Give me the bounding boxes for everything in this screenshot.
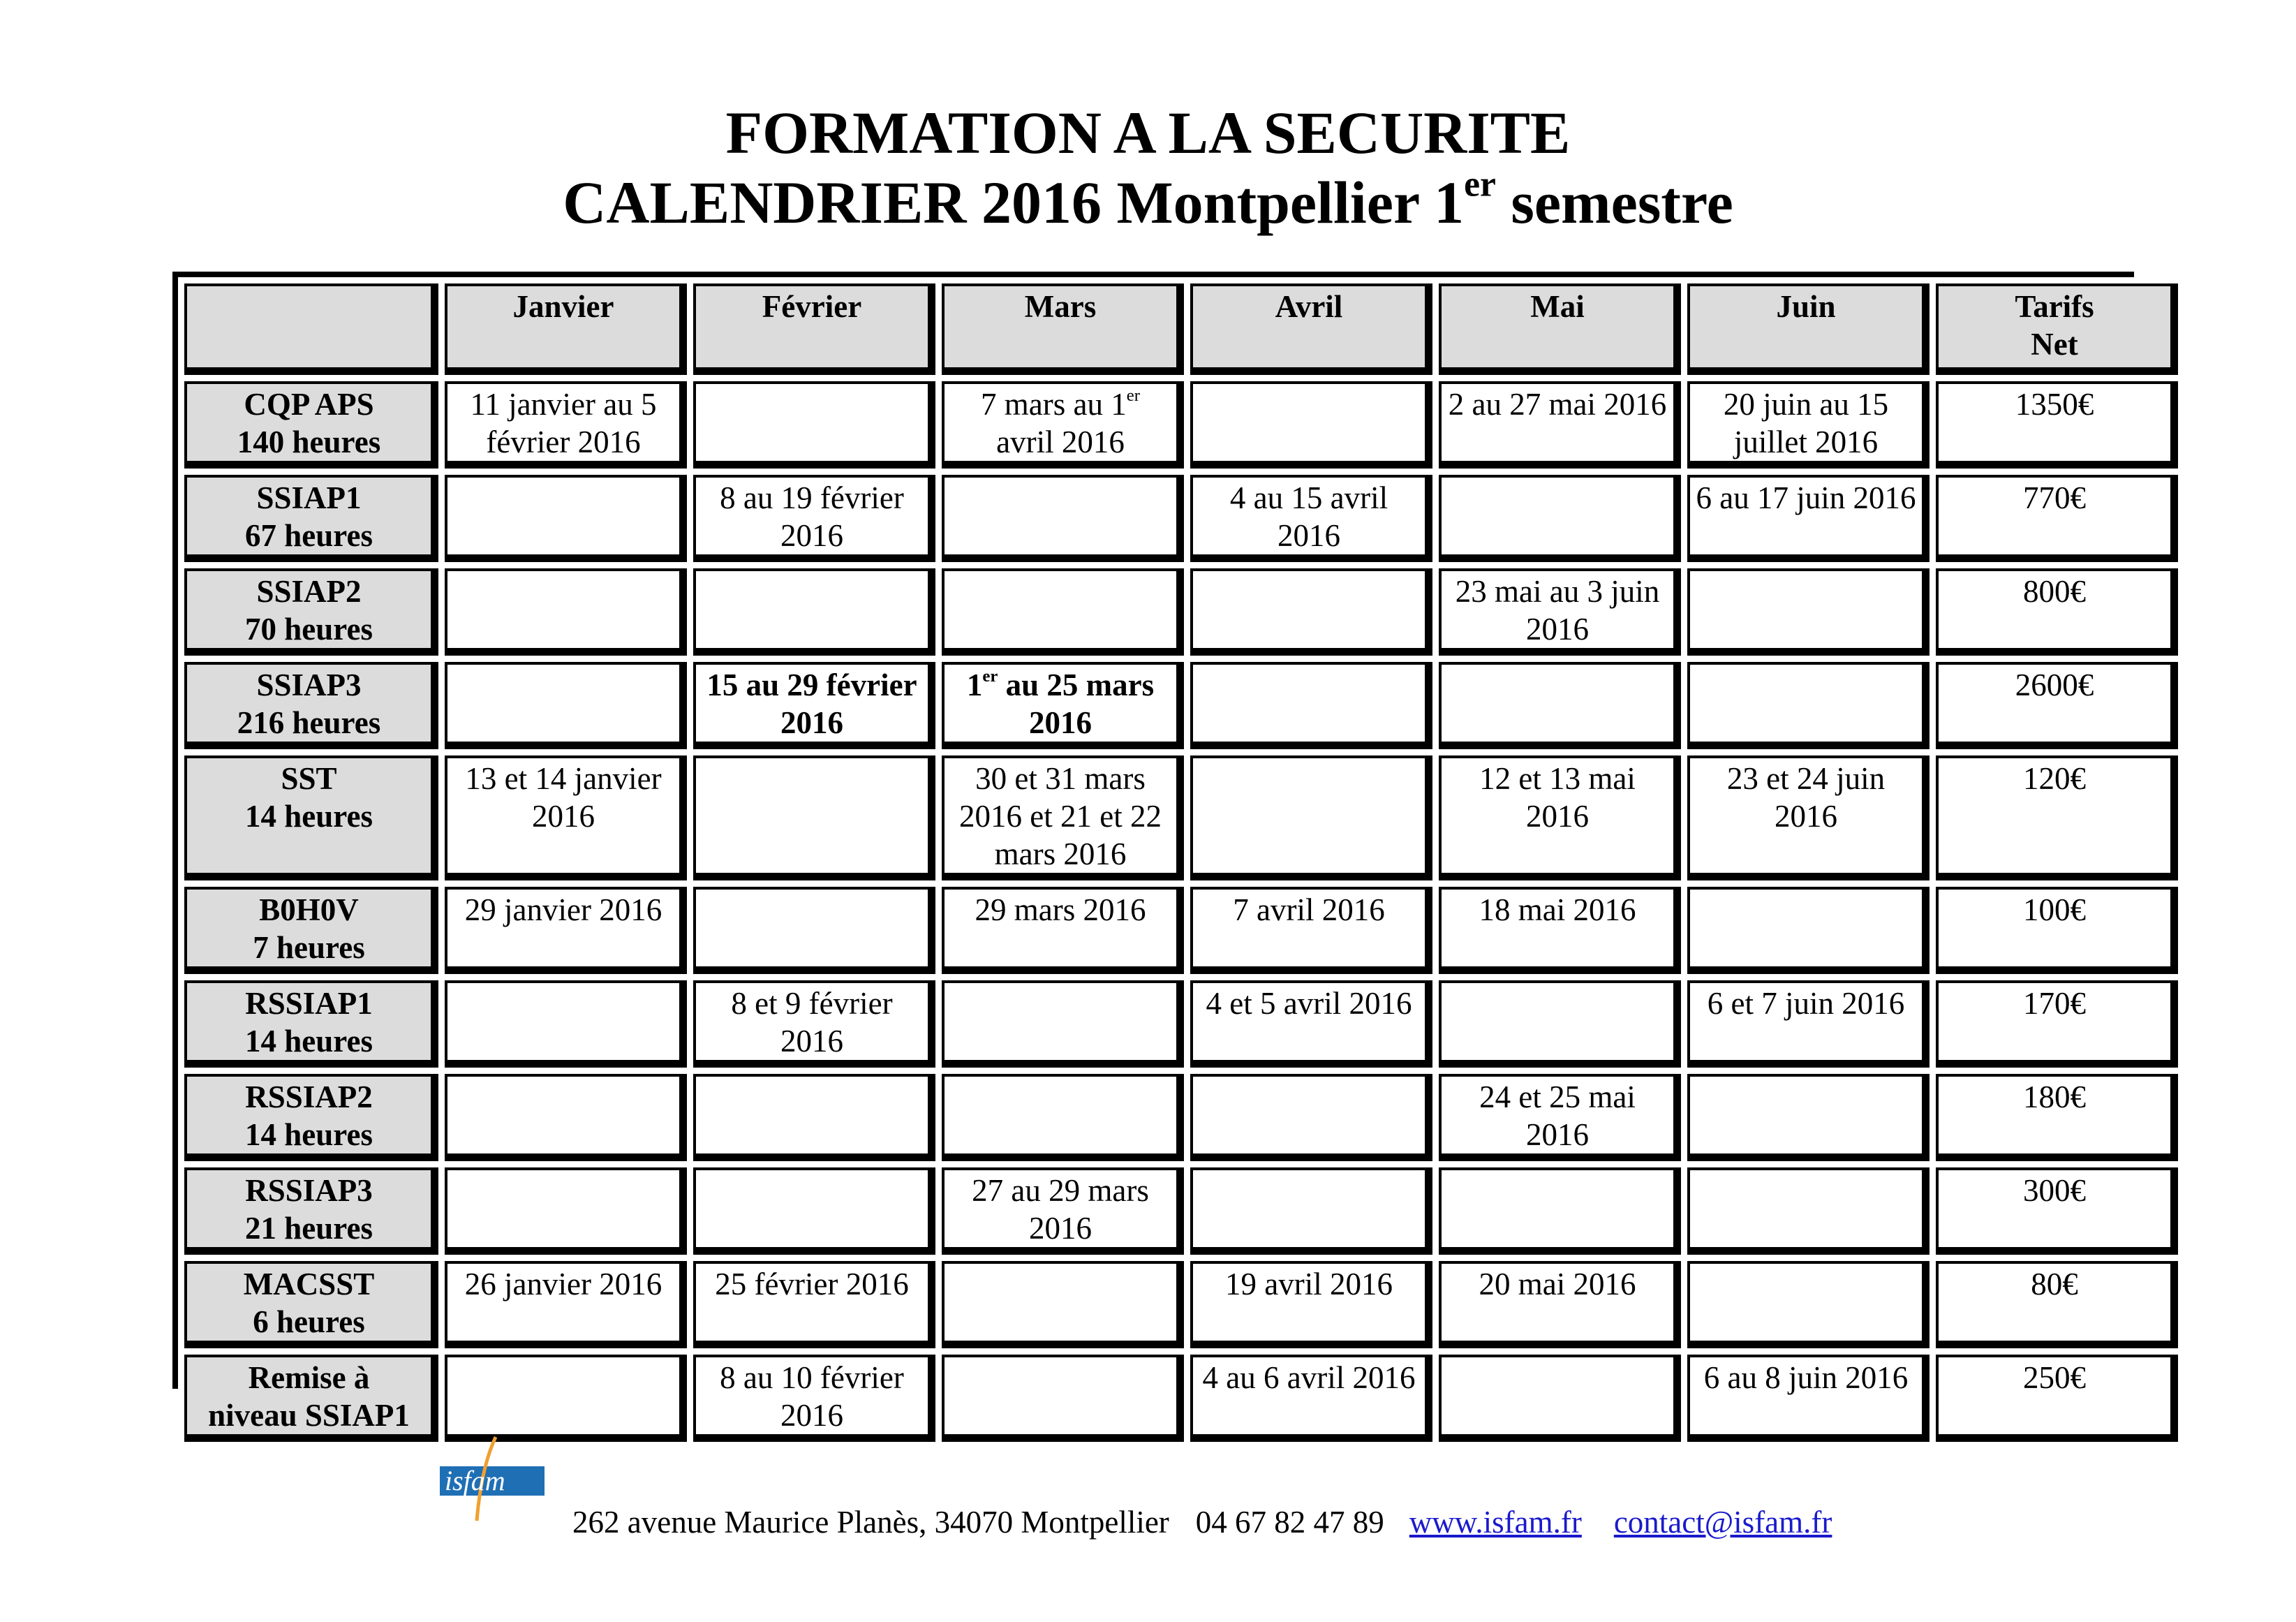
date-cell-fevrier	[693, 755, 935, 880]
date-cell-juin	[1687, 662, 1930, 749]
subtitle-tail: semestre	[1495, 169, 1733, 236]
date-cell-janvier: 11 janvier au 5 février 2016	[445, 381, 687, 469]
date-cell-mars: 29 mars 2016	[942, 887, 1184, 974]
date-cell-avril	[1190, 381, 1432, 469]
header-fevrier: Février	[693, 283, 935, 375]
header-row	[184, 283, 2178, 375]
price-cell: 100€	[1936, 887, 2178, 974]
date-cell-mai: 20 mai 2016	[1439, 1261, 1681, 1348]
row-header	[184, 475, 438, 562]
date-cell-fevrier	[693, 568, 935, 656]
price-cell: 120€	[1936, 755, 2178, 880]
course-name: RSSIAP3	[245, 1173, 373, 1208]
date-cell-juin: 6 et 7 juin 2016	[1687, 980, 1930, 1068]
course-name: Remise à	[248, 1360, 370, 1395]
date-cell-mars	[942, 1074, 1184, 1161]
date-cell-mai	[1439, 475, 1681, 562]
price-cell: 180€	[1936, 1074, 2178, 1161]
date-cell-mai: 23 mai au 3 juin 2016	[1439, 568, 1681, 656]
date-cell-mai: 2 au 27 mai 2016	[1439, 381, 1681, 469]
table-row	[184, 1261, 2178, 1348]
date-cell-janvier	[445, 1167, 687, 1255]
course-hours: 216 heures	[237, 705, 381, 740]
date-cell-janvier: 29 janvier 2016	[445, 887, 687, 974]
date-cell-janvier: 13 et 14 janvier 2016	[445, 755, 687, 880]
table-row	[184, 755, 2178, 880]
header-juin: Juin	[1687, 283, 1930, 375]
course-hours: 67 heures	[245, 518, 373, 553]
price-cell: 800€	[1936, 568, 2178, 656]
ordinal-superscript: er	[1126, 386, 1140, 406]
footer-address: 262 avenue Maurice Planès, 34070 Montpellier	[572, 1505, 1169, 1540]
date-cell-mars	[942, 475, 1184, 562]
row-header	[184, 755, 438, 880]
row-header	[184, 887, 438, 974]
logo-lettering: isfam	[445, 1465, 505, 1496]
date-cell-mars	[942, 568, 1184, 656]
header-tarifs-line1: Tarifs	[2015, 289, 2094, 324]
document-subtitle	[0, 164, 2296, 237]
course-hours: 21 heures	[245, 1211, 373, 1246]
header-mars: Mars	[942, 283, 1184, 375]
course-name: B0H0V	[259, 892, 359, 927]
schedule-table-frame	[172, 272, 2134, 1433]
date-cell-avril: 7 avril 2016	[1190, 887, 1432, 974]
date-cell-fevrier: 8 au 19 février 2016	[693, 475, 935, 562]
header-janvier: Janvier	[445, 283, 687, 375]
row-header	[184, 662, 438, 749]
course-hours: 6 heures	[253, 1304, 365, 1339]
date-cell-mai: 24 et 25 mai 2016	[1439, 1074, 1681, 1161]
date-cell-avril: 4 au 6 avril 2016	[1190, 1355, 1432, 1442]
row-header	[184, 1167, 438, 1255]
course-name: SSIAP3	[256, 668, 362, 702]
course-hours: 14 heures	[245, 799, 373, 834]
date-cell-janvier	[445, 568, 687, 656]
date-cell-mai	[1439, 1167, 1681, 1255]
footer	[572, 1498, 1832, 1547]
date-cell-avril	[1190, 662, 1432, 749]
date-cell-fevrier	[693, 381, 935, 469]
date-cell-janvier	[445, 475, 687, 562]
date-cell-juin	[1687, 568, 1930, 656]
row-header	[184, 381, 438, 469]
course-hours: 7 heures	[253, 930, 365, 965]
table-row	[184, 887, 2178, 974]
header-tarifs	[1936, 283, 2178, 375]
date-cell-juin	[1687, 1074, 1930, 1161]
date-cell-avril: 4 au 15 avril 2016	[1190, 475, 1432, 562]
document-title: FORMATION A LA SECURITE	[725, 99, 1571, 166]
date-cell-mars	[942, 1355, 1184, 1442]
date-cell-juin	[1687, 887, 1930, 974]
website-link[interactable]: www.isfam.fr	[1409, 1505, 1582, 1540]
date-cell-juin: 6 au 8 juin 2016	[1687, 1355, 1930, 1442]
date-cell-mars: 1er au 25 mars 2016	[942, 662, 1184, 749]
date-cell-fevrier	[693, 1167, 935, 1255]
date-cell-janvier: 26 janvier 2016	[445, 1261, 687, 1348]
table-row	[184, 980, 2178, 1068]
date-cell-mai	[1439, 980, 1681, 1068]
isfam-logo	[436, 1431, 548, 1522]
date-cell-fevrier: 8 et 9 février 2016	[693, 980, 935, 1068]
table-row	[184, 1355, 2178, 1442]
row-header	[184, 1261, 438, 1348]
price-cell: 770€	[1936, 475, 2178, 562]
date-cell-fevrier	[693, 1074, 935, 1161]
table-row	[184, 1167, 2178, 1255]
price-cell: 2600€	[1936, 662, 2178, 749]
date-cell-mars	[942, 980, 1184, 1068]
date-cell-fevrier: 25 février 2016	[693, 1261, 935, 1348]
table-row	[184, 1074, 2178, 1161]
price-cell: 300€	[1936, 1167, 2178, 1255]
header-corner	[184, 283, 438, 375]
subtitle-main: CALENDRIER 2016 Montpellier 1	[563, 169, 1465, 236]
date-cell-juin	[1687, 1261, 1930, 1348]
date-cell-avril	[1190, 1167, 1432, 1255]
table-row	[184, 381, 2178, 469]
date-cell-avril	[1190, 568, 1432, 656]
header-tarifs-line2: Net	[2031, 327, 2078, 362]
course-hours: 14 heures	[245, 1024, 373, 1059]
date-cell-fevrier	[693, 887, 935, 974]
date-cell-juin: 6 au 17 juin 2016	[1687, 475, 1930, 562]
course-name: RSSIAP1	[245, 986, 373, 1021]
date-cell-avril	[1190, 1074, 1432, 1161]
date-cell-mars: 30 et 31 mars 2016 et 21 et 22 mars 2016	[942, 755, 1184, 880]
course-name: SSIAP2	[256, 574, 362, 609]
email-link[interactable]: contact@isfam.fr	[1613, 1505, 1832, 1540]
course-hours: 14 heures	[245, 1117, 373, 1152]
ordinal-superscript: er	[982, 667, 998, 686]
table-row	[184, 475, 2178, 562]
price-cell: 80€	[1936, 1261, 2178, 1348]
date-cell-avril: 19 avril 2016	[1190, 1261, 1432, 1348]
table-row	[184, 662, 2178, 749]
course-name: MACSST	[243, 1267, 375, 1302]
date-cell-juin	[1687, 1167, 1930, 1255]
row-header	[184, 568, 438, 656]
course-name: SSIAP1	[256, 480, 362, 515]
course-hours: niveau SSIAP1	[208, 1398, 410, 1433]
price-cell: 1350€	[1936, 381, 2178, 469]
course-name: RSSIAP2	[245, 1079, 373, 1114]
row-header	[184, 980, 438, 1068]
course-name: CQP APS	[244, 387, 374, 422]
course-hours: 140 heures	[237, 425, 381, 459]
date-cell-avril	[1190, 755, 1432, 880]
date-cell-janvier	[445, 980, 687, 1068]
price-cell: 250€	[1936, 1355, 2178, 1442]
schedule-table	[178, 277, 2184, 1448]
date-cell-mars: 7 mars au 1er avril 2016	[942, 381, 1184, 469]
header-mai: Mai	[1439, 283, 1681, 375]
subtitle-superscript: er	[1464, 164, 1496, 205]
date-cell-janvier	[445, 1074, 687, 1161]
date-cell-juin: 23 et 24 juin 2016	[1687, 755, 1930, 880]
footer-phone: 04 67 82 47 89	[1195, 1505, 1384, 1540]
price-cell: 170€	[1936, 980, 2178, 1068]
date-cell-fevrier: 8 au 10 février 2016	[693, 1355, 935, 1442]
course-name: SST	[281, 761, 337, 796]
date-cell-mai	[1439, 1355, 1681, 1442]
date-cell-mars	[942, 1261, 1184, 1348]
table-row	[184, 568, 2178, 656]
date-cell-mai: 18 mai 2016	[1439, 887, 1681, 974]
date-cell-janvier	[445, 1355, 687, 1442]
date-cell-avril: 4 et 5 avril 2016	[1190, 980, 1432, 1068]
course-hours: 70 heures	[245, 612, 373, 647]
date-cell-janvier	[445, 662, 687, 749]
date-cell-juin: 20 juin au 15 juillet 2016	[1687, 381, 1930, 469]
row-header	[184, 1355, 438, 1442]
header-avril: Avril	[1190, 283, 1432, 375]
date-cell-mai: 12 et 13 mai 2016	[1439, 755, 1681, 880]
date-cell-mars: 27 au 29 mars 2016	[942, 1167, 1184, 1255]
row-header	[184, 1074, 438, 1161]
date-cell-mai	[1439, 662, 1681, 749]
date-cell-fevrier: 15 au 29 février 2016	[693, 662, 935, 749]
